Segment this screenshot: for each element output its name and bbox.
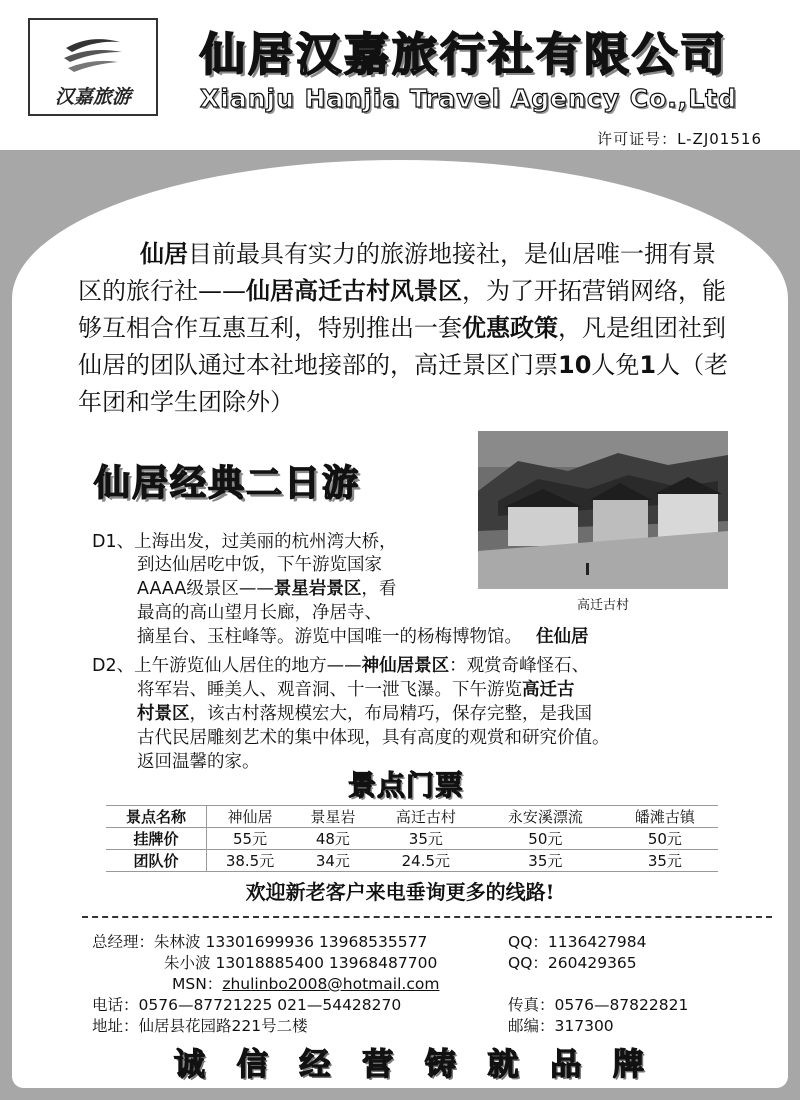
d1-stay: 住仙居 <box>536 627 589 647</box>
logo <box>28 18 158 116</box>
table-cell: 永安溪漂流 <box>479 806 612 828</box>
itinerary-d1-line4: 最高的高山望月长廊，净居寺、 <box>137 603 382 623</box>
contact-phone: 电话：0576—87721225 021—54428270 <box>92 996 402 1014</box>
table-cell: 35元 <box>373 828 479 850</box>
table-cell: 55元 <box>207 828 294 850</box>
itinerary-d2-line1 <box>92 655 589 679</box>
contact-msn <box>172 972 439 994</box>
itinerary-d1-line5 <box>137 626 589 650</box>
contact-qq-1: QQ：1136427984 <box>508 933 647 951</box>
contact-gm-line1 <box>92 930 427 952</box>
row-label: 团队价 <box>106 850 207 872</box>
intro-one: 1 <box>639 351 657 379</box>
logo-swoosh-icon <box>60 30 126 74</box>
intro-text-1: 目前最具有实力的旅游地接社，是仙居唯一拥有景区的旅行社—— <box>78 240 716 305</box>
company-name-cn: 仙居汉嘉旅行社有限公司 <box>200 28 729 81</box>
itinerary-d1-line2: 到达仙居吃中饭，下午游览国家 <box>137 555 382 575</box>
d2-shenxianju: 神仙居景区 <box>361 656 450 676</box>
contact-gm-line2 <box>164 951 437 973</box>
row-label: 挂牌价 <box>106 828 207 850</box>
contact-name-1: 朱林波 <box>154 933 201 951</box>
d1-text-5a: 摘星台、玉柱峰等。游览中国唯一的杨梅博物馆。 <box>137 627 522 647</box>
intro-text-5: 人（老年团和学生团除外） <box>78 351 729 416</box>
msn-link[interactable]: zhulinbo2008@hotmail.com <box>222 975 440 993</box>
slogan-char: 牌 <box>612 1046 644 1083</box>
table-cell: 50元 <box>479 828 612 850</box>
table-row <box>106 828 718 850</box>
table-cell: 48元 <box>293 828 373 850</box>
dashed-divider <box>82 916 772 918</box>
intro-ten: 10 <box>558 351 592 379</box>
table-cell: 高迁古村 <box>373 806 479 828</box>
village-photo <box>478 431 728 589</box>
contact-qq-2: QQ：260429365 <box>508 954 637 972</box>
welcome-message: 欢迎新老客户来电垂询更多的线路! <box>245 880 555 904</box>
company-name-en: Xianju Hanjia Travel Agency Co.,Ltd <box>200 84 738 113</box>
d1-text-c: ，看 <box>361 579 397 599</box>
contact-address: 地址：仙居县花园路221号二楼 <box>92 1017 308 1035</box>
table-cell: 24.5元 <box>373 850 479 872</box>
contact-phones-2: 13018885400 13968487700 <box>215 954 438 972</box>
table-cell: 景星岩 <box>293 806 373 828</box>
contact-phones-1: 13301699936 13968535577 <box>205 933 428 951</box>
itinerary-d2-line4: 古代民居雕刻艺术的集中体现，具有高度的观赏和研究价值。 <box>137 728 610 748</box>
intro-scenic-area: 仙居高迁古村风景区 <box>246 277 462 305</box>
slogan-char: 品 <box>550 1046 582 1083</box>
intro-text-4: 人免 <box>591 351 640 379</box>
intro-xianju: 仙居 <box>140 240 188 268</box>
slogan-char: 营 <box>362 1046 394 1083</box>
photo-caption: 高迁古村 <box>576 598 629 613</box>
slogan-char: 铸 <box>424 1046 456 1083</box>
itinerary-d2-line2 <box>137 679 575 703</box>
contact-name-2: 朱小波 <box>164 954 211 972</box>
msn-label: MSN： <box>172 975 223 993</box>
table-row <box>106 850 718 872</box>
d2-text-1a: D2、上午游览仙人居住的地方—— <box>92 656 362 676</box>
table-cell: 35元 <box>612 850 718 872</box>
d1-jingxingyan: 景星岩景区 <box>273 579 362 599</box>
intro-text-3: ，凡是组团社到仙居的团队通过本社地接部的，高迁景区门票 <box>78 314 726 379</box>
slogan-char: 经 <box>299 1046 331 1083</box>
itinerary-d1-line3 <box>137 578 396 602</box>
intro-policy: 优惠政策 <box>462 314 558 342</box>
slogan-char: 诚 <box>174 1046 205 1083</box>
table-cell: 38.5元 <box>207 850 294 872</box>
logo-text: 汉嘉旅游 <box>54 86 131 108</box>
intro-paragraph <box>78 236 738 421</box>
table-cell: 35元 <box>479 850 612 872</box>
tour-title: 仙居经典二日游 <box>94 463 361 504</box>
itinerary-d1-line1: D1、上海出发，过美丽的杭州湾大桥， <box>92 532 397 552</box>
tickets-table <box>106 805 718 872</box>
row-label: 景点名称 <box>106 806 207 828</box>
intro-text-2: ，为了开拓营销网络，能够互相合作互惠互利，特别推出一套 <box>78 277 726 342</box>
contact-fax: 传真：0576—87822821 <box>508 996 689 1014</box>
itinerary-d2-line3 <box>137 703 592 727</box>
table-cell: 34元 <box>293 850 373 872</box>
contact-postcode: 邮编：317300 <box>508 1017 614 1035</box>
d2-gaoqian-a: 高迁古 <box>522 680 575 700</box>
tickets-title: 景点门票 <box>348 769 465 802</box>
table-cell: 50元 <box>612 828 718 850</box>
d2-text-1c: ：观赏奇峰怪石、 <box>449 656 590 676</box>
itinerary-d2-line5: 返回温馨的家。 <box>137 752 260 772</box>
d2-text-2a: 将军岩、睡美人、观音洞、十一泄飞瀑。下午游览 <box>137 680 522 700</box>
slogan <box>174 1039 644 1083</box>
gm-label: 总经理： <box>92 933 155 951</box>
table-cell: 神仙居 <box>207 806 294 828</box>
table-cell: 皤滩古镇 <box>612 806 718 828</box>
slogan-char: 信 <box>236 1046 268 1083</box>
license-number: 许可证号：L-ZJ01516 <box>597 130 762 148</box>
slogan-char: 就 <box>487 1046 519 1083</box>
d1-text-a: AAAA级景区—— <box>137 579 274 599</box>
table-row <box>106 806 718 828</box>
d2-gaoqian-b: 村景区 <box>137 704 190 724</box>
d2-text-3b: ，该古村落规模宏大，布局精巧，保存完整，是我国 <box>189 704 592 724</box>
